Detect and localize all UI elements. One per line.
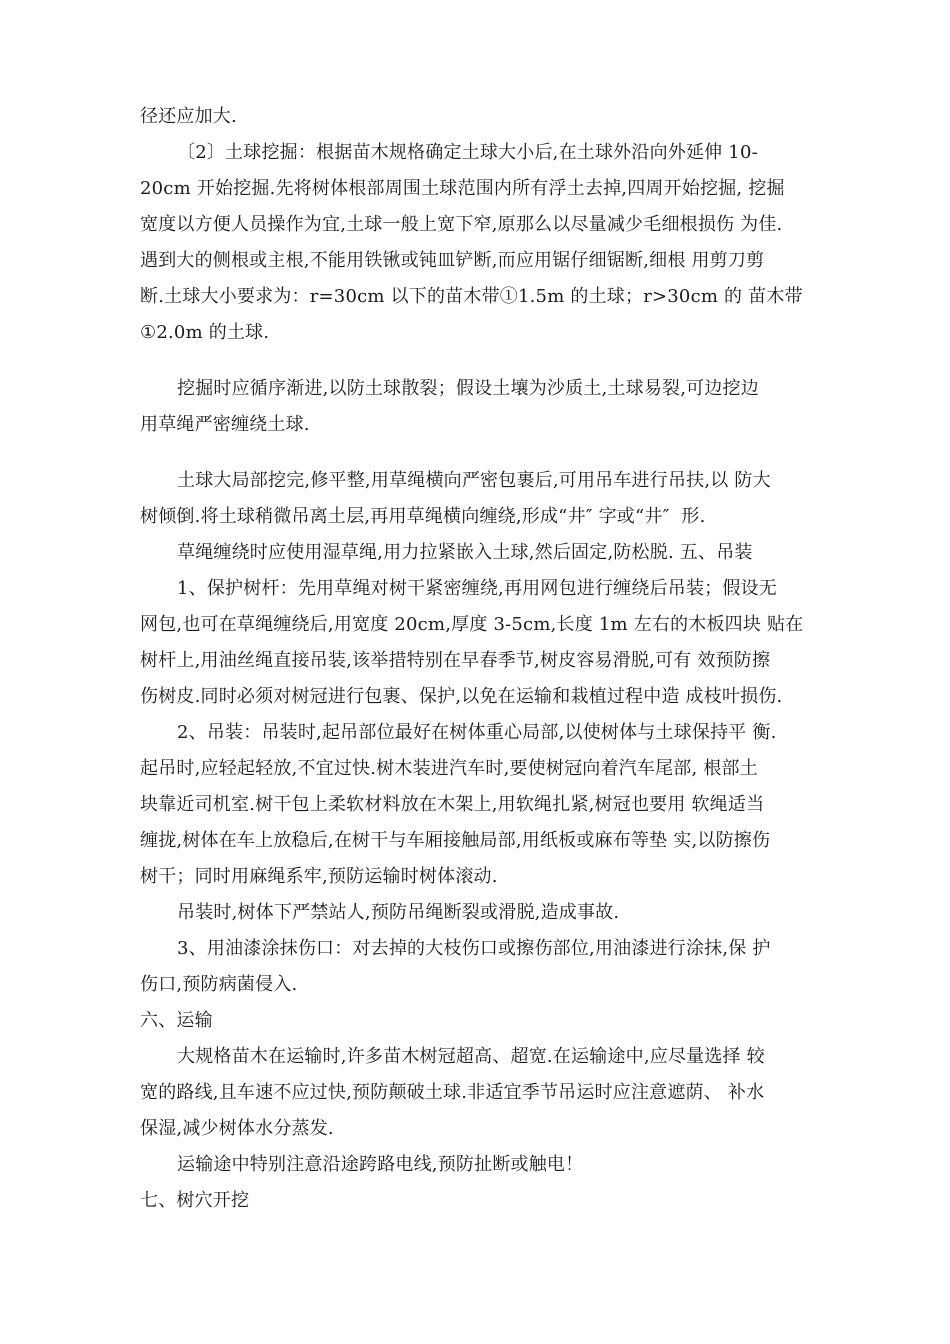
- text-line: 20cm 开始挖掘.先将树体根部周围土球范围内所有浮土去掉,四周开始挖掘, 挖掘: [140, 178, 785, 199]
- text-line: 径还应加大.: [140, 106, 237, 127]
- text-line: 〔2〕土球挖掘：根据苗木规格确定土球大小后,在土球外沿向外延伸 10-: [177, 142, 758, 163]
- text-line: 挖掘时应循序渐进,以防土球散裂；假设土壤为沙质土,土球易裂,可边挖边: [177, 378, 759, 399]
- text-line: 保湿,减少树体水分蒸发.: [140, 1118, 334, 1139]
- text-line: 3、用油漆涂抹伤口：对去掉的大枝伤口或擦伤部位,用油漆进行涂抹,保 护: [177, 938, 771, 959]
- text-line: 土球大局部挖完,修平整,用草绳横向严密包裹后,可用吊车进行吊扶,以 防大: [177, 470, 771, 491]
- text-line: 草绳缠绕时应使用湿草绳,用力拉紧嵌入土球,然后固定,防松脱. 五、吊装: [177, 542, 753, 563]
- text-line: 块靠近司机室.树干包上柔软材料放在木架上,用软绳扎紧,树冠也要用 软绳适当: [140, 794, 765, 815]
- section-heading: 六、运输: [140, 1010, 213, 1031]
- text-line: 树杆上,用油丝绳直接吊装,该举措特别在早春季节,树皮容易滑脱,可有 效预防擦: [140, 650, 771, 671]
- text-line: 断.土球大小要求为：r=30cm 以下的苗木带①1.5m 的土球；r>30cm 的 苗木带: [140, 286, 803, 307]
- section-heading: 七、树穴开挖: [140, 1190, 250, 1211]
- text-line: 1、保护树杆：先用草绳对树干紧密缠绕,再用网包进行缠绕后吊装；假设无: [177, 578, 777, 599]
- text-line: 伤树皮.同时必须对树冠进行包裹、保护,以免在运输和栽植过程中造 成枝叶损伤.: [140, 686, 783, 707]
- text-line: 宽度以方便人员操作为宜,土球一般上宽下窄,原那么以尽量减少毛细根损伤 为佳.: [140, 214, 783, 235]
- text-line: 网包,也可在草绳缠绕后,用宽度 20cm,厚度 3-5cm,长度 1m 左右的木板四块 贴在: [140, 614, 804, 635]
- text-line: 大规格苗木在运输时,许多苗木树冠超高、超宽.在运输途中,应尽量选择 较: [177, 1046, 765, 1067]
- text-line: 用草绳严密缠绕土球.: [140, 414, 310, 435]
- text-line: ①2.0m 的土球.: [140, 322, 270, 343]
- text-line: 宽的路线,且车速不应过快,预防颠破土球.非适宜季节吊运时应注意遮荫、 补水: [140, 1082, 765, 1103]
- text-line: 起吊时,应轻起轻放,不宜过快.树木装进汽车时,要使树冠向着汽车尾部, 根部土: [140, 758, 758, 779]
- text-line: 遇到大的侧根或主根,不能用铁锹或钝皿铲断,而应用锯仔细锯断,细根 用剪刀剪: [140, 250, 765, 271]
- text-line: 树干；同时用麻绳系牢,预防运输时树体滚动.: [140, 866, 498, 887]
- text-line: 缠拢,树体在车上放稳后,在树干与车厢接触局部,用纸板或麻布等垫 实,以防擦伤: [140, 830, 771, 851]
- text-line: 伤口,预防病菌侵入.: [140, 974, 298, 995]
- text-line: 运输途中特别注意沿途跨路电线,预防扯断或触电！: [177, 1154, 584, 1175]
- text-line: 2、吊装：吊装时,起吊部位最好在树体重心局部,以使树体与土球保持平 衡.: [177, 722, 777, 743]
- text-line: 吊装时,树体下严禁站人,预防吊绳断裂或滑脱,造成事故.: [177, 902, 620, 923]
- text-line: 树倾倒.将土球稍微吊离土层,再用草绳横向缠绕,形成“井″ 字或“井″ 形.: [140, 506, 706, 527]
